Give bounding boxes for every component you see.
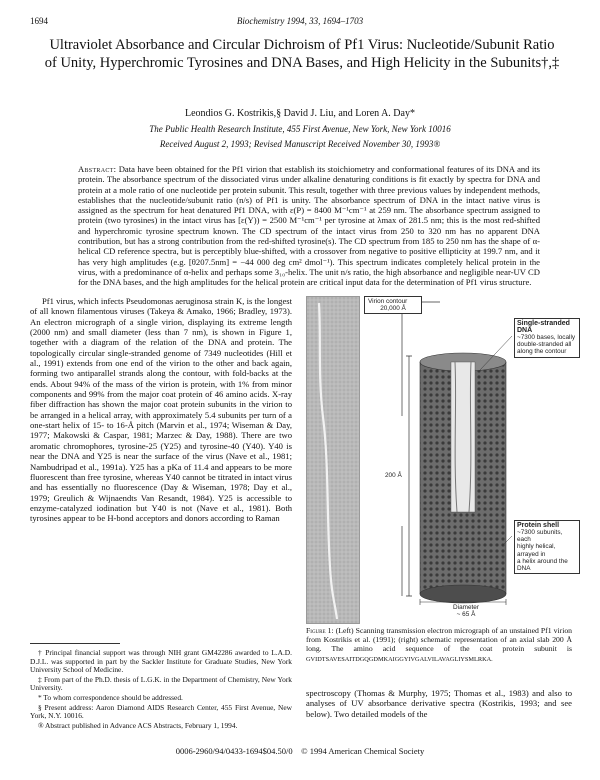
footnote-present-address: § Present address: Aaron Diamond AIDS Research Center, 455 First Avenue, New York, N.Y. 10016. (30, 702, 292, 721)
page-footer (0, 746, 600, 756)
body-column-2: spectroscopy (Thomas & Murphy, 1975; Thomas et al., 1983) and also to analyses of UV absorbance derivative spectra (Kostrikis, 1993; and see below). Two detailed models of the (306, 688, 572, 719)
label-virion-contour: Virion contour 20,000 Å (364, 296, 422, 314)
label-protein-shell: Protein shell ~7300 subunits, each highly helical, arrayed in a helix around the DNA (514, 520, 580, 574)
footnote-funding: † Principal financial support was through NIH grant GM42286 awarded to L.A.D. D.J.L. was supported in part by the Sackler Institute for Graduate Studies, New York University School of Medicine. (30, 648, 292, 675)
article-title: Ultraviolet Absorbance and Circular Dichroism of Pf1 Virus: Nucleotide/Subunit Ratio of Unity, Hyperchromic Tyrosines and DNA Bases, and High Helicity in the Subunits†,‡ (44, 37, 560, 71)
caption-text: (Left) Scanning transmission electron micrograph of an unstained Pf1 virion from Kostrikis et al. (1991); (right) schematic representation of an axial slab 200 Å long. The amino acid sequence of the coat protein subunit is (306, 626, 573, 654)
footnote-rule (30, 643, 120, 644)
label-200-angstrom: 200 Å (385, 472, 402, 479)
caption-label: Figure 1: (306, 626, 334, 635)
footnote-correspondence: * To whom correspondence should be addressed. (38, 692, 183, 702)
affiliation: The Public Health Research Institute, 455 First Avenue, New York, New York 10016 (149, 124, 451, 134)
footnotes (30, 643, 292, 731)
label-diameter: Diameter ~ 65 Å (453, 604, 479, 619)
figure-1 (306, 296, 576, 622)
footer-code: 0006-2960/94/0433-1694$04.50/0 (175, 746, 293, 756)
authors: Leondios G. Kostrikis,§ David J. Liu, and Loren A. Day* (185, 108, 415, 119)
label-ssdna: Single-stranded DNA ~7300 bases, locally double-stranded all along the contour (514, 318, 580, 358)
abstract (78, 164, 540, 288)
footer-copyright: © 1994 American Chemical Society (301, 746, 425, 756)
journal-citation: Biochemistry 1994, 33, 1694–1703 (236, 16, 364, 26)
abstract-text: Data have been obtained for the Pf1 virion that establish its stoichiometry and conformational features of its DNA and its protein. The absorbance spectrum of the dissociated virus under alkaline denaturing conditions is fit exactly by spectra for DNA and protein at a mole ratio of one nucleotide per protein subunit. This result, together with three previous values by independent methods, establishes that the nucleotide/subunit ratio (n/s) of Pf1 is unity. The absorbance spectrum of DNA in the intact native virus is assigned as the spectrum for heat denatured Pf1 DNA, with ε(P) = 8400 M⁻¹cm⁻¹ at 259 nm. The absorbance spectrum assigned to protein (two tyrosines) in the intact virus has [ε(Y)) = 2500 M⁻¹cm⁻¹ per tyrosine at λmax of 281.5 nm; this is the most red-shifted and hyperchromic tyrosine spectrum known. The CD spectrum of the intact virus from 250 to 320 nm has no apparent DNA contribution, but has a strong contribution from the red-shifted tyrosine(s). The CD spectrum from 185 to 250 nm has the shape of α-helical CD reference spectra, but is perceptibly blue-shifted, with a crossover from negative to positive ellipticity at 199.7 nm, and it has very high amplitudes (e.g. [θ207.5nm] = −44 000 deg cm² dmol⁻¹). This spectrum indicates completely helical protein in the virus, with a predominance of α-helix and perhaps some 3₁₀-helix. The unit n/s ratio, the high absorbance and negligible near-UV CD for the DNA bases, and the high amplitudes for the helical protein are critical input data for the determination of Pf1 virus structure. (78, 164, 540, 288)
footnote-abstract-published: ® Abstract published in Advance ACS Abstracts, February 1, 1994. (38, 720, 238, 730)
electron-micrograph (306, 296, 360, 624)
body-column-1: Pf1 virus, which infects Pseudomonas aeruginosa strain K, is the longest of all known filamentous viruses (Takeya & Amako, 1966; Bradley, 1973). An electron micrograph of a single virion, displaying its extreme length (2000 nm) and small diameter (less than 7 nm), is shown in Figure 1, together with a diagram of the relation of the DNA and protein. The topologically circular single-stranded genome of 7349 nucleotides (Hill et al., 1991) extends from one end of the virion to the other and back again, forming two antiparallel strands along the contour, with fold-backs at the ends. About 94% of the mass of the virion is protein, with 1% from minor components and 99% from the major coat protein of 46 amino acids. X-ray fiber diffraction has shown the major coat protein subunits in the virion to be arranged in a helical array, with approximately 5.4 subunits per turn of a one-start helix of 15- to 16-Å pitch (Marvin et al., 1974; Wiseman & Day, 1977; Makowski & Caspar, 1981; Marzec & Day, 1988). There are two aromatic chromophores, tyrosine-25 (Y25) and tyrosine-40 (Y40). Y40 is near the DNA and Y25 is near the surface of the virus (Nave et al., 1981; Nambudripad et al., 1991a). Y25 has a pKa of 11.4 and appears to be more fluorescent than free tyrosine, whereas Y40 cannot be titrated in intact virus and has essentially no fluorescence (Day & Wiseman, 1978; Day et al., 1979; Greulich & Wijnaendts Van Resandt, 1984). Y25 is accessible to enzyme-catalyzed iodination but Y40 is not (Nave et al., 1981). Both tyrosines appear to be H-bond acceptors and donors according to Raman (30, 296, 292, 524)
coat-protein-sequence: GVIDTSAVESAITDGQGDMKAIGGYIVGALVILAVAGLIYSMLRKA. (306, 655, 493, 663)
abstract-label: Abstract: (78, 164, 117, 174)
received-dates: Received August 2, 1993; Revised Manuscript Received November 30, 1993® (159, 139, 441, 149)
footnote-thesis: ‡ From part of the Ph.D. thesis of L.G.K. in the Department of Chemistry, New York University. (30, 674, 292, 693)
figure-caption (306, 626, 572, 664)
page-number: 1694 (30, 16, 48, 26)
